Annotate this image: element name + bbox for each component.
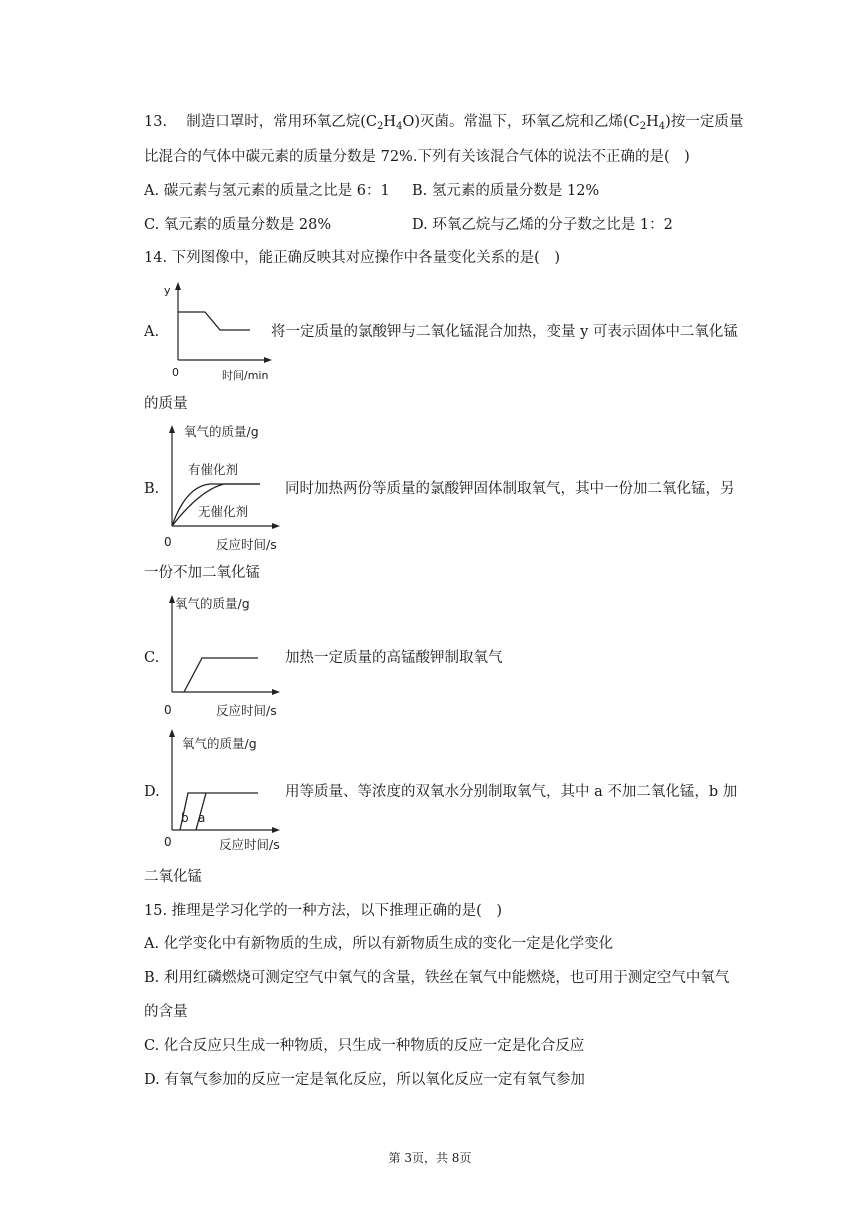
curve-label-bottom: 无催化剂: [198, 504, 249, 519]
q14-a-label: A.: [144, 324, 160, 340]
q14-c-graph: [160, 590, 290, 724]
q15-option-c: C. 化合反应只生成一种物质，只生成一种物质的反应一定是化合反应: [144, 1038, 585, 1054]
q14-b-desc-cont: 一份不加二氧化锰: [144, 565, 260, 581]
x-axis-arrow: [272, 827, 280, 833]
curve-label-top: 有催化剂: [188, 462, 239, 477]
q14-b-label: B.: [144, 481, 160, 497]
x-axis-arrow: [264, 357, 272, 363]
q13-option-c: C. 氧元素的质量分数是 28%: [144, 217, 332, 233]
x-axis-label: 时间/min: [222, 369, 269, 382]
y-axis-label: 氧气的质量/g: [182, 736, 257, 751]
y-axis-label: 氧气的质量/g: [184, 424, 259, 439]
q14-a-graph: [160, 280, 280, 382]
line-b-label: b: [181, 811, 189, 825]
q14-d-label: D.: [144, 784, 160, 800]
q15-option-d: D. 有氧气参加的反应一定是氧化反应，所以氧化反应一定有氧气参加: [144, 1072, 585, 1088]
q14-d-desc: 用等质量、等浓度的双氧水分别制取氧气，其中 a 不加二氧化锰，b 加: [285, 784, 738, 800]
line-b: [180, 793, 258, 830]
y-axis-arrow: [175, 282, 181, 290]
q14-d-graph: [160, 724, 290, 858]
q15-option-b-cont: 的含量: [144, 1004, 188, 1020]
q14-c-label: C.: [144, 650, 160, 666]
origin-label: 0: [172, 366, 179, 379]
y-axis-label: y: [164, 284, 171, 297]
q13-option-d: D. 环氧乙烷与乙烯的分子数之比是 1：2: [412, 217, 673, 233]
x-axis-arrow: [272, 523, 280, 529]
q14-a-desc-cont: 的质量: [144, 396, 188, 412]
page-footer: 第 3页，共 8页: [388, 1151, 472, 1165]
y-axis-arrow: [169, 425, 175, 433]
q13-line2: 比混合的气体中碳元素的质量分数是 72%.下列有关该混合气体的说法不正确的是( ): [144, 149, 690, 165]
curve: [178, 312, 250, 330]
q15-option-a: A. 化学变化中有新物质的生成，所以有新物质生成的变化一定是化学变化: [144, 936, 614, 952]
x-axis-label: 反应时间/s: [216, 703, 277, 718]
origin-label: 0: [164, 703, 172, 717]
q14-b-desc: 同时加热两份等质量的氯酸钾固体制取氧气，其中一份加二氧化锰，另: [285, 481, 735, 497]
x-axis-label: 反应时间/s: [219, 837, 280, 852]
q13-option-a: A. 碳元素与氢元素的质量之比是 6：1: [144, 183, 390, 199]
curve: [184, 658, 258, 692]
q14-a-desc: 将一定质量的氯酸钾与二氧化锰混合加热，变量 y 可表示固体中二氧化锰: [271, 324, 738, 340]
q14-b-graph: [160, 420, 290, 554]
x-axis-arrow: [272, 689, 280, 695]
origin-label: 0: [164, 535, 172, 549]
q13-line1: 13. 制造口罩时，常用环氧乙烷$(C_2H_4O)$灭菌。常温下，环氧乙烷和乙烯$(C_2H_4)$按一定质量: [144, 114, 744, 132]
q14-c-desc: 加热一定质量的高锰酸钾制取氧气: [285, 650, 503, 666]
line-a-label: a: [198, 811, 206, 825]
q13-number: 13.: [144, 114, 168, 130]
x-axis-label: 反应时间/s: [216, 537, 277, 552]
q14-d-desc-cont: 二氧化锰: [144, 869, 202, 885]
origin-label: 0: [164, 835, 172, 849]
q15-stem: 15. 推理是学习化学的一种方法，以下推理正确的是( ): [144, 903, 502, 919]
q14-stem: 14. 下列图像中，能正确反映其对应操作中各量变化关系的是( ): [144, 250, 560, 266]
q13-option-b: B. 氢元素的质量分数是 12%: [412, 183, 600, 199]
y-axis-arrow: [169, 729, 175, 737]
y-axis-label: 氧气的质量/g: [175, 596, 250, 611]
q15-option-b: B. 利用红磷燃烧可测定空气中氧气的含量，铁丝在氧气中能燃烧，也可用于测定空气中氧气: [144, 970, 730, 986]
